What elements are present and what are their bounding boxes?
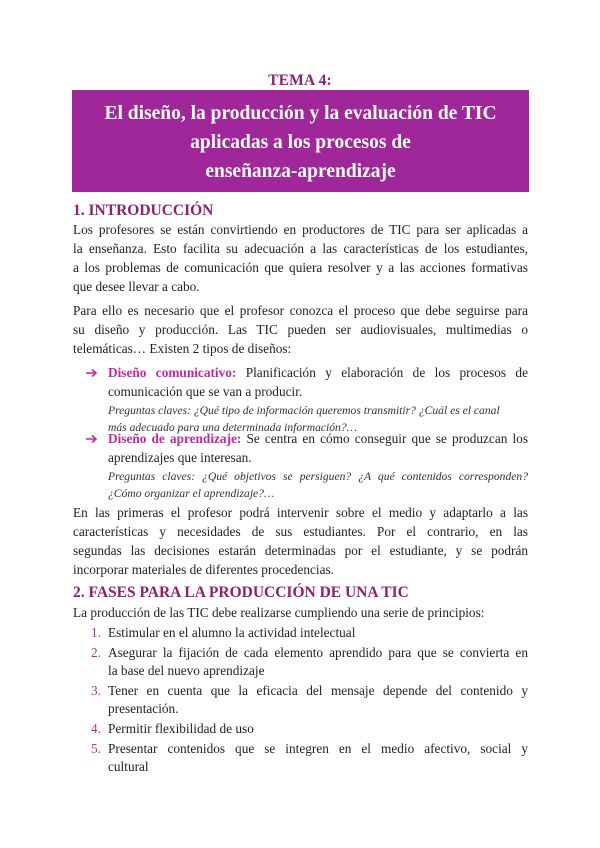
text-line: La producción de las TIC debe realizarse cumpliendo una serie de principios: [73,605,485,620]
text-line: a los problemas de comunicación que quiera resolver y a las acciones formativas [73,260,528,275]
list-number: 3. [91,683,101,698]
bullet-text-line: comunicación que se van a producir. [108,384,303,399]
intro-paragraph-3 [73,503,528,579]
key-question-line: Preguntas claves: ¿Qué objetivos se persiguen? ¿A qué contenidos corresponden? [108,470,528,483]
intro-paragraph-2 [73,301,528,358]
bullet-text: Planificación y elaboración de los procesos de [245,365,528,380]
key-question-line: Preguntas claves: ¿Qué tipo de información queremos transmitir? ¿Cuál es el canal [108,404,500,417]
text-line: Los profesores se están convirtiendo en productores de TIC para ser aplicadas a [73,222,528,237]
text-line: telemáticas… Existen 2 tipos de diseños: [73,341,292,356]
list-item-line: Asegurar la fijación de cada elemento aprendido para que se convierta en [108,645,528,660]
bullet-label: Diseño de aprendizaje: [108,431,242,446]
list-item-line: cultural [108,759,149,774]
bullet-communicative-design [84,363,528,436]
list-item [84,624,528,642]
key-question-line: ¿Cómo organizar el aprendizaje?… [108,487,275,500]
key-question-line: más adecuado para una determinada información?… [108,421,357,434]
list-item-line: la base del nuevo aprendizaje [108,663,265,678]
list-item-line: presentación. [108,701,179,716]
list-item-line: Estimular en el alumno la actividad intelectual [108,625,356,640]
bullet-label: Diseño comunicativo: [108,365,237,380]
bullet-text-line [108,429,528,448]
intro-paragraph-1 [73,220,528,296]
text-line: su diseño y producción. Las TIC pueden ser audiovisuales, multimedias o [73,322,528,337]
list-item-line: Presentar contenidos que se integren en el medio afectivo, social y [108,741,528,756]
list-item [84,740,528,776]
text-line: En las primeras el profesor podrá intervenir sobre el medio y adaptarlo a las [73,505,528,520]
topic-number: TEMA 4: [268,72,332,89]
list-number: 5. [91,741,101,756]
list-number: 1. [91,625,101,640]
arrow-right-icon [84,363,100,382]
section-heading-introduction: 1. INTRODUCCIÓN [73,202,214,219]
bullet-learning-design [84,429,528,502]
title-line: El diseño, la producción y la evaluación de TIC [104,103,497,124]
title-line: aplicadas a los procesos de [190,132,411,153]
list-item-line: Tener en cuenta que la eficacia del mensaje depende del contenido y [108,683,528,698]
list-item [84,682,528,718]
text-line: segundas las decisiones estarán determinadas por el estudiante, y se podrán [73,543,528,558]
text-line: Para ello es necesario que el profesor conozca el proceso que debe seguirse para [73,303,528,318]
bullet-text-line: aprendizajes que interesan. [108,450,252,465]
bullet-text-line [108,363,528,382]
key-questions [108,468,528,502]
section-heading-phases: 2. FASES PARA LA PRODUCCIÓN DE UNA TIC [73,584,409,601]
arrow-right-icon [84,429,100,448]
list-item [84,720,528,738]
text-line: incorporar materiales de diferentes procedencias. [73,562,335,577]
title-line: enseñanza-aprendizaje [205,161,396,182]
bullet-text: Se centra en cómo conseguir que se produzcan los [246,431,528,446]
list-number: 2. [91,645,101,660]
phases-intro [73,603,528,622]
list-item-line: Permitir flexibilidad de uso [108,721,254,736]
text-line: características y necesidades de sus estudiantes. Por el contrario, en las [73,524,528,539]
list-item [84,644,528,680]
list-number: 4. [91,721,101,736]
text-line: la enseñanza. Esto facilita su adecuación a las características de los estudiantes, [73,241,528,256]
title-banner [72,90,529,192]
text-line: que desee llevar a cabo. [73,279,200,294]
principles-list [84,624,528,778]
